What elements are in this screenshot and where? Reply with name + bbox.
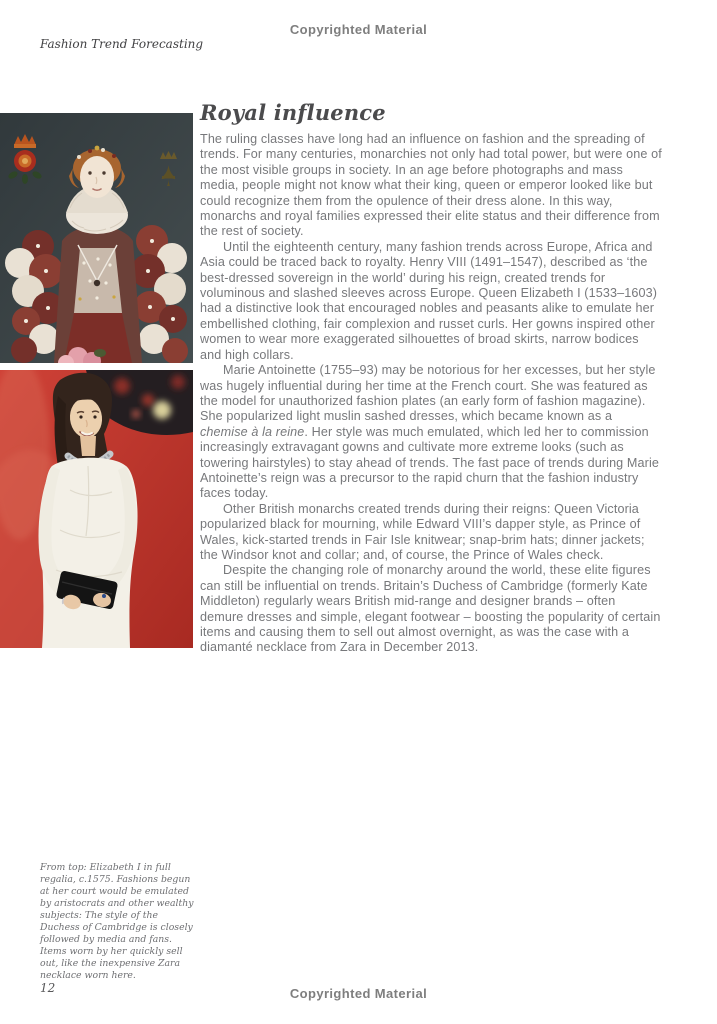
duchess-of-cambridge-image <box>0 370 193 648</box>
french-term: chemise à la reine <box>200 424 305 439</box>
copyright-notice-bottom: Copyrighted Material <box>289 986 428 1001</box>
paragraph-3 <box>200 363 662 502</box>
paragraph-4: Other British monarchs created trends during their reigns: Queen Victoria popularized black for mourning, while Edward VIII’s dapper style, as Prince of Wales, kick-started trends in Fair Isle knitwear; snap-brim hats; dinner jackets; the Windsor knot and collar; and, of course, the Prince of Wales check. <box>200 501 645 562</box>
white-dress <box>39 458 138 648</box>
paragraph-5: Despite the changing role of monarchy around the world, these elite figures can still be influential on trends. Britain’s Duchess of Cambridge (formerly Kate Middleton) regularly wears British mid-range and designer brands – often demure dresses and simple, elegant footwear – boosting the popularity of certain items and causing them to sell out almost overnight, as was the case with a diamanté necklace from Zara in December 2013. <box>200 563 661 655</box>
paragraph-1: The ruling classes have long had an influence on fashion and the spreading of trends. For many centuries, monarchies not only had total power, but were one of the most visible groups in society. In an age before photographs and mass media, people might not know what their king, queen or emperor looked like but could recognize them from the opulence of their dress alone. In this way, monarchs and royal families expressed their elite status and their difference from the rest of society. <box>200 132 662 239</box>
paragraph-2: Until the eighteenth century, many fashion trends across Europe, Africa and Asia could be traced back to royalty. Henry VIII (1491–1547), described as ‘the best-dressed sovereign in the world’ during his reign, created trends for voluminous and slashed sleeves across Europe. Queen Elizabeth I (1533–1603) had a distinctive look that encouraged nobles and peasants alike to emulate her embellished clothing, fair complexion and russet curls. Her gowns inspired other women to wear more exaggerated silhouettes of broad skirts, narrow bodices and high collars. <box>200 239 658 362</box>
elizabeth-portrait-image <box>0 113 193 363</box>
elizabeth-portrait-illustration <box>0 113 193 363</box>
paragraph-3-post: . Her style was much emulated, which led her to commission increasingly extravagant gowns and cultivate more extreme looks (such as towering hairstyles) to stay ahead of trends. The fast pace of trends during Marie Antoinette’s reign was a precursor to the rapid churn that the fashion industry faces today. <box>200 424 660 501</box>
article <box>200 100 662 656</box>
bodice <box>54 226 142 363</box>
image-caption: From top: Elizabeth I in full regalia, c.1575. Fashions begun at her court would be emulated by aristocrats and other wealthy subjects: The style of the Duchess of Cambridge is closely followed by media and fans. Items worn by her quickly sell out, like the inexpensive Zara necklace worn here. <box>40 862 194 981</box>
paragraph-3-pre: Marie Antoinette (1755–93) may be notorious for her excesses, but her style was hugely influential during her time at the French court. She was featured as the model for unauthorized fashion plates (an early form of fashion magazine). She popularized light muslin sashed dresses, which became known as a <box>200 363 656 424</box>
page-number: 12 <box>40 981 56 995</box>
duchess-photo-illustration <box>0 370 193 648</box>
running-head: Fashion Trend Forecasting <box>40 37 204 51</box>
copyright-notice-top: Copyrighted Material <box>289 22 428 37</box>
section-title: Royal influence <box>200 100 386 125</box>
